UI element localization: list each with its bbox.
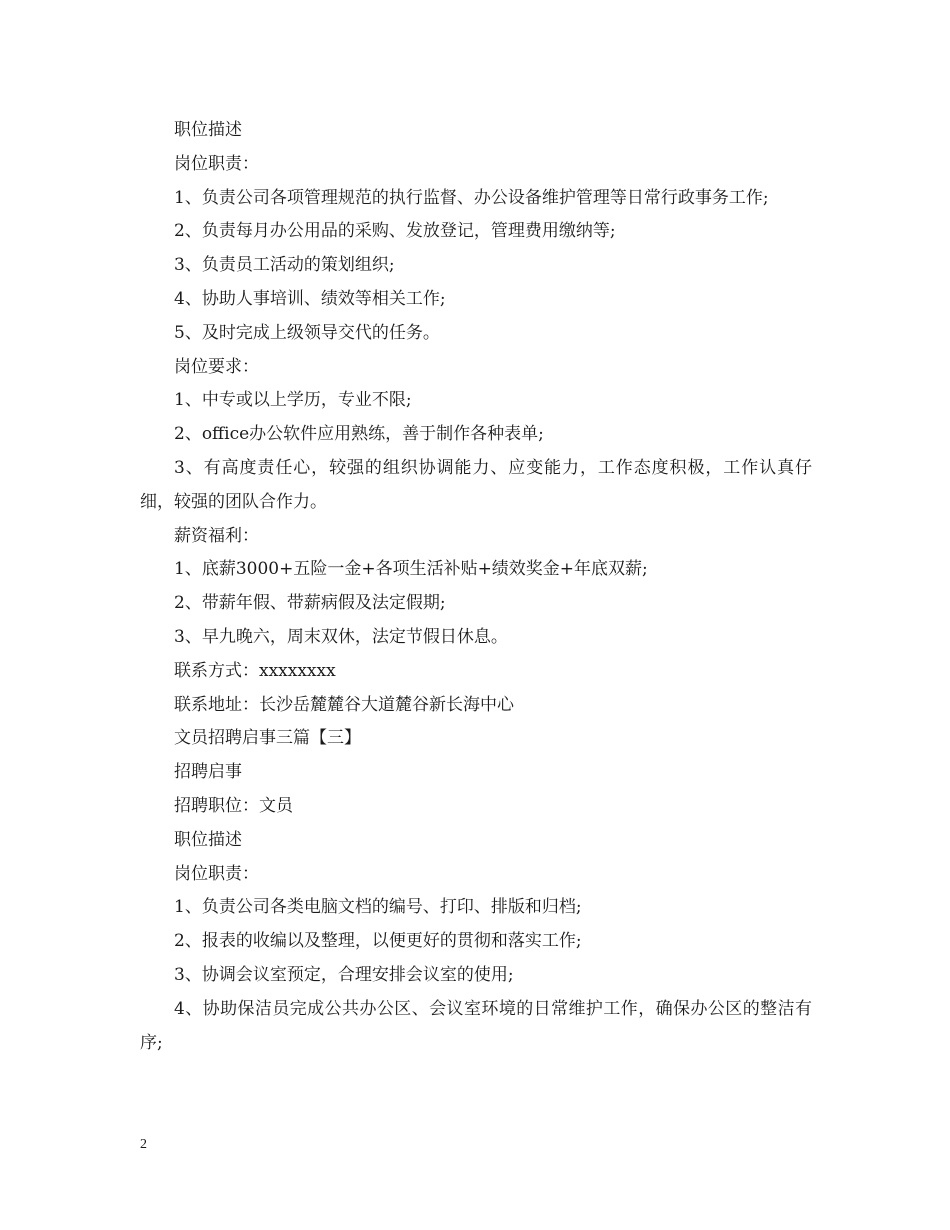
paragraph-section-title: 文员招聘启事三篇【三】: [174, 728, 361, 749]
paragraph-benefit-1: 1、底薪3000+五险一金+各项生活补贴+绩效奖金+年底双薪;: [174, 559, 648, 580]
paragraph-duty-b3: 3、协调会议室预定，合理安排会议室的使用;: [174, 964, 514, 985]
paragraph-requirements-heading: 岗位要求：: [174, 356, 259, 377]
paragraph-position: 招聘职位：文员: [174, 795, 293, 816]
document-body: [140, 114, 812, 1060]
paragraph-requirement-3: 3、有高度责任心，较强的组织协调能力、应变能力，工作态度积极，工作认真仔细，较强的团队合作力。: [140, 457, 812, 512]
paragraph-duty-1: 1、负责公司各项管理规范的执行监督、办公设备维护管理等日常行政事务工作;: [174, 187, 769, 208]
paragraph-duty-4: 4、协助人事培训、绩效等相关工作;: [174, 288, 446, 309]
paragraph-benefit-3: 3、早九晚六，周末双休，法定节假日休息。: [174, 626, 508, 647]
paragraph-recruitment-notice: 招聘启事: [174, 762, 242, 783]
paragraph-duty-b2: 2、报表的收编以及整理，以便更好的贯彻和落实工作;: [174, 931, 582, 952]
paragraph-duty-b4: 4、协助保洁员完成公共办公区、会议室环境的日常维护工作，确保办公区的整洁有序;: [140, 998, 812, 1053]
paragraph-duty-2: 2、负责每月办公用品的采购、发放登记，管理费用缴纳等;: [174, 221, 616, 242]
paragraph-requirement-1: 1、中专或以上学历，专业不限;: [174, 390, 412, 411]
paragraph-benefit-2: 2、带薪年假、带薪病假及法定假期;: [174, 593, 446, 614]
paragraph-requirement-2: 2、office办公软件应用熟练，善于制作各种表单;: [174, 424, 544, 445]
paragraph-contact-address: 联系地址：长沙岳麓麓谷大道麓谷新长海中心: [174, 694, 514, 715]
paragraph-duty-3: 3、负责员工活动的策划组织;: [174, 255, 395, 276]
paragraph-duties-heading: 岗位职责：: [174, 153, 259, 174]
paragraph-benefits-heading: 薪资福利：: [174, 525, 259, 546]
paragraph-duties-heading-2: 岗位职责：: [174, 863, 259, 884]
paragraph-duty-5: 5、及时完成上级领导交代的任务。: [174, 322, 440, 343]
paragraph-job-description-heading-2: 职位描述: [174, 829, 242, 850]
paragraph-job-description-heading: 职位描述: [174, 120, 242, 140]
paragraph-contact-method: 联系方式：xxxxxxxx: [174, 660, 336, 681]
page-number: 2: [140, 1137, 147, 1152]
paragraph-duty-b1: 1、负责公司各类电脑文档的编号、打印、排版和归档;: [174, 897, 582, 918]
